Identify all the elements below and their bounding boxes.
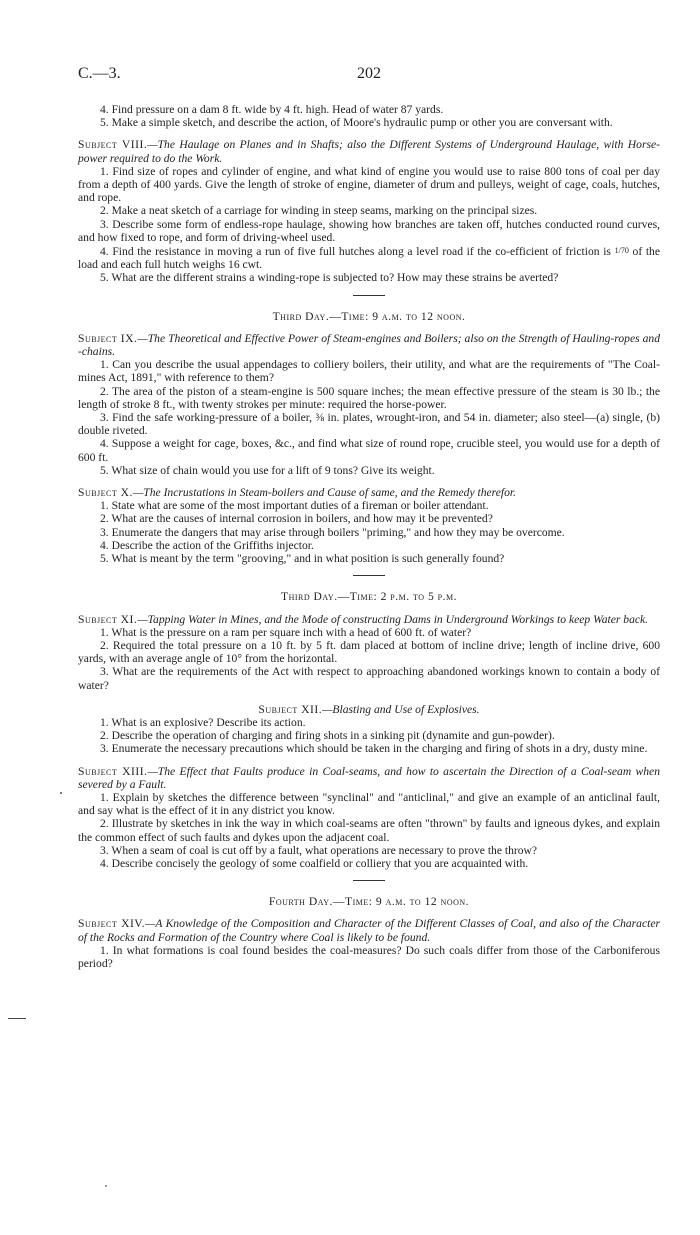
subject-title: —The Theoretical and Effective Power of Steam-engines and Boilers; also on the Strength of Hauling-ropes and -chains. [78, 331, 660, 359]
question-item: 1. What is an explosive? Describe its action. [100, 715, 306, 729]
day-label: Third Day. [272, 309, 330, 323]
question-item: 2. Describe the operation of charging and firing shots in a sinking pit (dynamite and gun-powder). [100, 729, 555, 743]
question-item: 5. Make a simple sketch, and describe the action, of Moore's hydraulic pump or other you are conversant with. [100, 116, 613, 130]
day-heading [78, 895, 660, 908]
page-header [78, 67, 660, 85]
question-item: 3. Find the safe working-pressure of a boiler, ⅜ in. plates, wrought-iron, and 54 in. diameter; also steel—(a) single, (b) double riveted. [78, 411, 660, 438]
subject-label: Subject XII. [258, 702, 323, 716]
margin-mark [8, 1018, 26, 1019]
question-item: 2. Illustrate by sketches in ink the way in which coal-seams are often "thrown" by faults and igneous dykes, and explain the common effect of such faults and dykes upon the adjacent coal. [78, 817, 660, 844]
question-item: 1. State what are some of the most important duties of a fireman or boiler attendant. [100, 499, 489, 513]
question-item: 5. What are the different strains a winding-rope is subjected to? How may these strains be averted? [100, 271, 559, 285]
page-body [78, 103, 660, 970]
subject-label: Subject IX. [78, 331, 138, 345]
question-item: 1. In what formations is coal found besides the coal-measures? Do such coals differ from those of the Carboniferous period? [78, 943, 660, 970]
subject-heading [78, 332, 660, 358]
scan-speck [60, 792, 62, 794]
question-item: 4. Suppose a weight for cage, boxes, &c., and find what size of round rope, crucible steel, you would use for a depth of 600 ft. [78, 437, 660, 464]
section-divider [353, 575, 385, 576]
question-item: 2. What are the causes of internal corrosion in boilers, and how may it be prevented? [100, 512, 493, 526]
question-item [78, 244, 660, 271]
question-text: of the load and each full hutch weighs 16 cwt. [78, 245, 660, 272]
question-item: 3. Enumerate the dangers that may arise through boilers "priming," and how they may be overcome. [100, 525, 565, 539]
day-time: —Time: 9 a.m. to 12 noon. [332, 895, 470, 909]
subject-heading [78, 486, 660, 499]
subject-heading [78, 613, 660, 626]
question-text: 4. Find the resistance in moving a run of five full hutches along a level road if the co-efficient of friction is [100, 245, 611, 259]
document-reference: C.—3. [78, 65, 121, 82]
subject-label: Subject XIII. [78, 764, 148, 778]
subject-title: —The Haulage on Planes and in Shafts; also the Different Systems of Underground Haulage, with Horse-power required to do the Work. [78, 138, 661, 165]
question-item: 2. The area of the piston of a steam-engine is 500 square inches; the mean effective pressure of the steam is 30 lb.; the length of stroke 8 ft., with twenty strokes per minute: required the horse-power. [78, 384, 660, 411]
subject-heading [78, 138, 660, 164]
question-item: 4. Describe concisely the geology of some coalfield or colliery that you are acquainted with. [100, 856, 529, 870]
question-item: 4. Find pressure on a dam 8 ft. wide by 4 ft. high. Head of water 87 yards. [100, 103, 444, 116]
question-item: 3. What are the requirements of the Act with respect to approaching abandoned workings known to contain a body of water? [78, 665, 660, 692]
question-item: 2. Required the total pressure on a 10 ft. by 5 ft. dam placed at bottom of incline drive; length of incline drive, 600 yards, with an average angle of 10° from the horizontal. [78, 638, 660, 666]
day-time: —Time: 2 p.m. to 5 p.m. [337, 590, 458, 604]
question-item: 1. Find size of ropes and cylinder of engine, and what kind of engine you would use to raise 800 tons of coal per day from a depth of 400 yards. Give the length of stroke of engine, diameter of drum and pulleys, weight of cage, coals, hutches, and rope. [78, 164, 660, 205]
question-item: 1. What is the pressure on a ram per square inch with a head of 600 ft. of water? [100, 625, 472, 639]
question-item: 5. What is meant by the term "grooving," and in what position is such generally found? [100, 552, 505, 566]
scan-speck [105, 1185, 107, 1187]
question-item: 1. Can you describe the usual appendages to colliery boilers, their utility, and what are the requirements of "The Coal-mines Act, 1891," with reference to them? [78, 358, 660, 385]
subject-title: —Blasting and Use of Explosives. [322, 702, 480, 716]
question-item: 2. Make a neat sketch of a carriage for winding in steep seams, marking on the principal sizes. [100, 204, 538, 218]
section-divider [353, 880, 385, 881]
day-label: Fourth Day. [268, 895, 333, 909]
subject-label: Subject X. [78, 486, 133, 500]
subject-title: —The Effect that Faults produce in Coal-seams, and how to ascertain the Direction of a Coal-seam when severed by a Fault. [78, 764, 661, 791]
fraction: 1/70 [614, 246, 629, 256]
subject-title: —The Incrustations in Steam-boilers and Cause of same, and the Remedy therefor. [132, 486, 517, 500]
subject-heading [78, 703, 660, 716]
subject-heading [78, 917, 660, 943]
day-time: —Time: 9 a.m. to 12 noon. [329, 309, 466, 323]
question-item: 3. When a seam of coal is cut off by a fault, what operations are necessary to prove the throw? [100, 843, 538, 857]
day-label: Third Day. [280, 590, 338, 604]
subject-title: —Tapping Water in Mines, and the Mode of constructing Dams in Underground Workings to keep Water back. [137, 612, 649, 626]
question-item: 5. What size of chain would you use for a lift of 9 tons? Give its weight. [100, 463, 435, 477]
section-divider [353, 295, 385, 296]
day-heading [78, 590, 660, 603]
subject-label: Subject VIII. [78, 138, 148, 152]
subject-title: —A Knowledge of the Composition and Character of the Different Classes of Coal, and also of the Character of the Rocks and Formation of the Country where Coal is likely to be found. [78, 917, 660, 944]
question-item: 1. Explain by sketches the difference between "synclinal" and "anticlinal," and give an example of an anticlinal fault, and say what is the effect of it in any district you know. [78, 790, 660, 818]
subject-heading [78, 765, 660, 791]
question-item: 3. Enumerate the necessary precautions which should be taken in the charging and firing of shots in a dry, dusty mine. [100, 742, 648, 756]
subject-label: Subject XIV. [78, 917, 146, 931]
question-item: 3. Describe some form of endless-rope haulage, showing how branches are taken off, hutches conducted round curves, and how fixed to rope, and form of driving-wheel used. [78, 217, 660, 244]
question-item: 4. Describe the action of the Griffiths injector. [100, 538, 314, 552]
day-heading [78, 310, 660, 323]
page-number: 202 [357, 65, 381, 82]
subject-label: Subject XI. [78, 612, 138, 626]
